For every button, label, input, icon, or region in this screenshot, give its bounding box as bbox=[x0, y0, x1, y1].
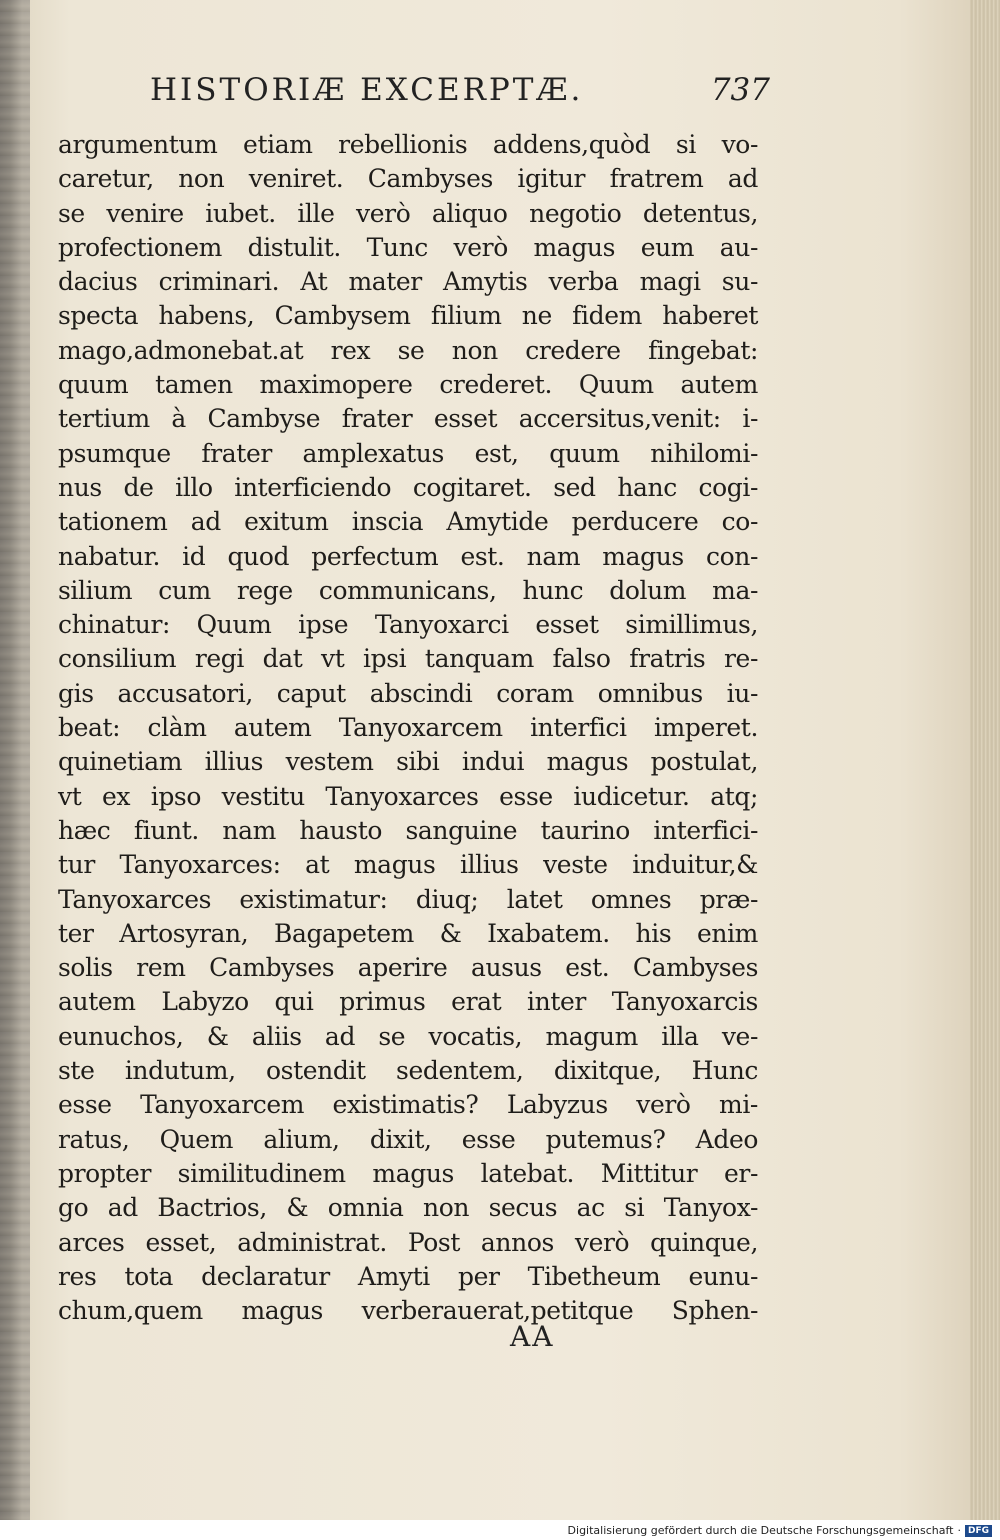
body-text bbox=[58, 128, 758, 1328]
text-line: nabatur. id quod perfectum est. nam magus con- bbox=[58, 541, 758, 571]
text-line: Tanyoxarces existimatur: diuq; latet omnes præ- bbox=[58, 884, 758, 914]
text-line: autem Labyzo qui primus erat inter Tanyoxarcis bbox=[58, 987, 758, 1017]
text-line: go ad Bactrios, & omnia non secus ac si Tanyox- bbox=[58, 1193, 758, 1223]
funding-credit: Digitalisierung gefördert durch die Deutsche Forschungsgemeinschaft · DFG bbox=[568, 1524, 992, 1537]
page-stack-edge bbox=[970, 0, 1000, 1520]
text-line: eunuchos, & aliis ad se vocatis, magum illa ve- bbox=[58, 1021, 758, 1051]
book-binding-edge bbox=[0, 0, 34, 1520]
text-line: hæc fiunt. nam hausto sanguine taurino interfici- bbox=[58, 815, 758, 845]
signature-mark: AA bbox=[510, 1320, 555, 1353]
text-line: se venire iubet. ille verò aliquo negotio detentus, bbox=[58, 198, 758, 228]
text-line: solis rem Cambyses aperire ausus est. Cambyses bbox=[58, 953, 758, 983]
text-line: silium cum rege communicans, hunc dolum ma- bbox=[58, 575, 758, 605]
text-line: quum tamen maximopere crederet. Quum autem bbox=[58, 370, 758, 400]
text-line: ratus, Quem alium, dixit, esse putemus? Adeo bbox=[58, 1124, 758, 1154]
text-line: tertium à Cambyse frater esset accersitus,venit: i- bbox=[58, 404, 758, 434]
text-line: arces esset, administrat. Post annos verò quinque, bbox=[58, 1227, 758, 1257]
running-head: HISTORIÆ EXCERPTÆ. bbox=[150, 72, 584, 108]
text-line: propter similitudinem magus latebat. Mittitur er- bbox=[58, 1158, 758, 1188]
text-line: nus de illo interficiendo cogitaret. sed hanc cogi- bbox=[58, 472, 758, 502]
text-line: profectionem distulit. Tunc verò magus eum au- bbox=[58, 232, 758, 262]
text-line: consilium regi dat vt ipsi tanquam falso fratris re- bbox=[58, 644, 758, 674]
dfg-logo: DFG bbox=[965, 1525, 992, 1537]
text-line: quinetiam illius vestem sibi indui magus postulat, bbox=[58, 747, 758, 777]
text-line: gis accusatori, caput abscindi coram omnibus iu- bbox=[58, 678, 758, 708]
text-line: caretur, non veniret. Cambyses igitur fratrem ad bbox=[58, 164, 758, 194]
text-line: argumentum etiam rebellionis addens,quòd si vo- bbox=[58, 130, 758, 159]
text-line: tur Tanyoxarces: at magus illius veste induitur,& bbox=[58, 850, 758, 880]
credit-text: Digitalisierung gefördert durch die Deutsche Forschungsgemeinschaft bbox=[567, 1524, 954, 1537]
page-header bbox=[150, 72, 770, 116]
text-line: res tota declaratur Amyti per Tibetheum eunu- bbox=[58, 1261, 758, 1291]
text-line: ter Artosyran, Bagapetem & Ixabatem. his enim bbox=[58, 918, 758, 948]
text-line: tationem ad exitum inscia Amytide perducere co- bbox=[58, 507, 758, 537]
text-line: psumque frater amplexatus est, quum nihilomi- bbox=[58, 438, 758, 468]
text-line: chinatur: Quum ipse Tanyoxarci esset simillimus, bbox=[58, 610, 758, 640]
page-number: 737 bbox=[710, 72, 770, 108]
text-line: mago,admonebat.at rex se non credere fingebat: bbox=[58, 335, 758, 365]
text-line: esse Tanyoxarcem existimatis? Labyzus verò mi- bbox=[58, 1090, 758, 1120]
text-line: chum,quem magus verberauerat,petitque Sphen- bbox=[58, 1296, 758, 1326]
text-line: ste indutum, ostendit sedentem, dixitque, Hunc bbox=[58, 1056, 758, 1086]
text-line: specta habens, Cambysem filium ne fidem haberet bbox=[58, 301, 758, 331]
text-line: beat: clàm autem Tanyoxarcem interfici imperet. bbox=[58, 713, 758, 743]
text-line: dacius criminari. At mater Amytis verba magi su- bbox=[58, 267, 758, 297]
text-line: vt ex ipso vestitu Tanyoxarces esse iudicetur. atq; bbox=[58, 781, 758, 811]
